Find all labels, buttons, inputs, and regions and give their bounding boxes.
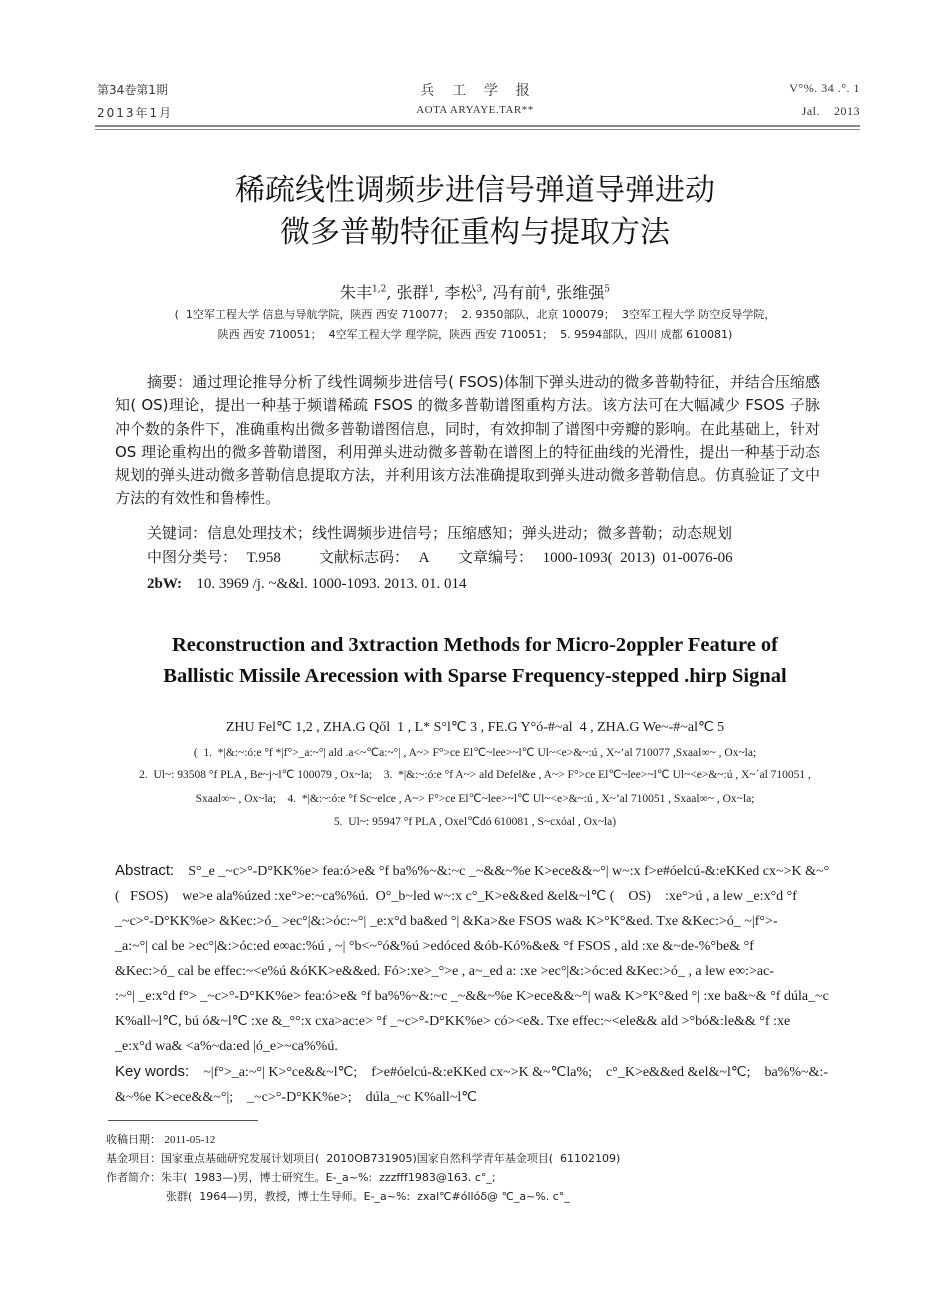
bio-label: 作者简介：	[106, 1171, 161, 1184]
journal-date: 2013年1月	[97, 106, 174, 120]
clc-value: T.958	[246, 550, 281, 566]
abstract-en-line: :~°| _e:x°d f°> _~c>°-D°KK%e> fea:ó>e& °f ba%%~&:~c _~&&~%e K>ece&&~°| wa& K>°K°&ed °| :xe ba&~& °f dúla_~c	[115, 989, 829, 1004]
abstract-en-text: S°_e _~c>°-D°KK%e> fea:ó>e& °f ba%%~&:~c _~&&~%e K>ece&&~°| w~:x f>e#óelcú-&:eKKed cx~>K &~°	[188, 864, 830, 879]
doi-value: 10. 3969 /j. ~&&l. 1000-1093. 2013. 01. 014	[196, 576, 467, 592]
received-value: 2011-05-12	[164, 1134, 216, 1146]
author-name: 李松	[444, 283, 477, 302]
keywords-cn-text: 信息处理技术；线性调频步进信号；压缩感知；弹头进动；微多普勒；动态规划	[207, 524, 733, 542]
doi-label: 2bW:	[147, 576, 183, 592]
footnote-rule	[108, 1120, 258, 1121]
journal-volume-issue: 第34卷第1期	[97, 83, 168, 97]
title-cn-line1: 稀疏线性调频步进信号弹道导弹进动	[235, 173, 715, 208]
doc-code-value: A	[418, 550, 430, 566]
abstract-cn-label: 摘要：	[147, 373, 193, 391]
footnote-received	[106, 1131, 215, 1150]
clc-label: 中图分类号：	[147, 548, 238, 566]
abstract-en-line: _~c>°-D°KK%e> &Kec:>ó_ >ec°|&:>óc:~°| _e:x°d ba&ed °| &Ka>&e FSOS wa& K>°K°&ed. Txe &Kec:>ó_ ~|f°>-	[115, 914, 778, 929]
affiliation-en-line: 2. Ul~: 93508 °f PLA , Be~j~l℃ 100079 , Ox~la; 3. *|&:~:ó:e °f A~> ald Defel&e , A~> F°>ce El℃~lee>~l℃ Ul~<e>&~:ú , X~´al 710051 ,	[139, 769, 811, 781]
abstract-en	[115, 858, 945, 1110]
affiliation-en-line: Sxaal∞~ , Ox~la; 4. *|&:~:ó:e °f Sc~elce , A~> F°>ce El℃~lee>~l℃ Ul~<e>&~:ú , X~’al 710051 , Sxaal∞~ , Ox~la;	[195, 793, 755, 805]
keywords-en-line: &~%e K>ece&&~°|; _~c>°-D°KK%e>; dúla_~c K%all~l℃	[115, 1090, 478, 1105]
abstract-cn-text: 通过理论推导分析了线性调频步进信号( FSOS)体制下弹头进动的微多普勒特征，并结合压缩感知( OS)理论，提出一种基于频谱稀疏 FSOS 的微多普勒谱图重构方法。该方法可在大幅减少 FSOS 子脉冲个数的条件下，准确重构出微多普勒谱图信息，同时，有效抑制了谱图中旁瓣的影响。在此基础上，针对 OS 理论重构出的微多普勒谱图，利用弹头进动微多普勒在谱图上的特征曲线的光滑性，提出一种基于动态规划的弹头进动微多普勒信息提取方法，并利用该方法准确提取到弹头进动微多普勒信息。仿真验证了文中方法的有效性和鲁棒性。	[115, 373, 821, 508]
title-en-line1: Reconstruction and 3xtraction Methods for Micro-2oppler Feature of	[172, 634, 778, 656]
abstract-en-label: Abstract:	[115, 862, 175, 879]
abstract-cn	[115, 371, 820, 511]
doi-line	[147, 572, 467, 596]
received-label: 收稿日期：	[106, 1133, 161, 1146]
journal-date-en: Jal. 2013	[801, 104, 860, 118]
title-cn-line2: 微多普勒特征重构与提取方法	[280, 215, 670, 250]
abstract-en-line: &Kec:>ó_ cal be effec:~<e%ú &óKK>e&&ed. Fó>:xe>_°>e , a~_ed a: :xe >ec°|&:>óc:ed &Kec:>ó_ , a lew e∞:>ac-	[115, 964, 774, 979]
title-en-line2: Ballistic Missile Arecession with Sparse Frequency-stepped .hirp Signal	[163, 665, 787, 687]
author-affiliation: 3	[476, 284, 483, 295]
abstract-en-line	[115, 858, 945, 884]
article-no-value: 1000-1093( 2013) 01-0076-06	[542, 550, 733, 566]
keywords-en-label: Key words:	[115, 1063, 190, 1080]
fund-label: 基金项目：	[106, 1152, 161, 1165]
article-no-label: 文章编号：	[458, 548, 534, 566]
journal-name-en: AOTA ARYAYE.TAR**	[416, 104, 534, 116]
author-affiliation: 4	[540, 284, 547, 295]
authors-en: ZHU Fel℃ 1,2 , ZHA.G Qől 1 , L* S°l℃ 3 , FE.G Y°ó-#~al 4 , ZHA.G We~-#~al℃ 5	[225, 720, 725, 735]
keywords-en-line	[115, 1059, 945, 1085]
footnote-fund	[106, 1150, 620, 1169]
author-affiliation: 1	[428, 284, 435, 295]
authors-cn: 朱丰$^{1,2}$, 张群$^1$, 李松$^3$, 冯有前$^4$, 张维强$^5$	[339, 283, 611, 302]
doc-code-label: 文献标志码：	[319, 548, 410, 566]
author-name: 朱丰	[339, 283, 372, 302]
affiliation-en-line: 5. Ul~: 95947 °f PLA , Oxel℃dó 610081 , S~cxóal , Ox~la)	[333, 816, 617, 828]
footnote-bio-line2: 张群( 1964—)男，教授，博士生导师。E-_a~%: zxal℃#óllóδ@ ℃_a~%. c°_	[166, 1190, 570, 1203]
abstract-en-line: K%all~l℃, bú ó&~l℃ :xe &_°°:x cxa>ac:e> °f _~c>°-D°KK%e> có><e&. Txe effec:~<ele&& ald >°bó&:le&& °f :xe	[115, 1014, 791, 1029]
bio-line1: 朱丰( 1983—)男，博士研究生。E-_a~%: zzzfff1983@163. c°_;	[161, 1171, 496, 1184]
classification-line	[147, 546, 733, 570]
keywords-cn-label: 关键词：	[147, 524, 208, 542]
author-name: 冯有前	[492, 283, 541, 302]
header-rule-thick	[95, 125, 860, 127]
affiliation-cn-line2: 陕西 西安 710051； 4空军工程大学 理学院，陕西 西安 710051； 5. 9594部队，四川 成都 610081)	[217, 328, 733, 341]
abstract-en-line: ( FSOS) we>e ala%úzed :xe°>e:~ca%%ú. O°_b~led w~:x c°_K>e&&ed &el&~l℃ ( OS) :xe°>ú , a lew _e:x°d °f	[115, 889, 797, 904]
author-name: 张维强	[556, 283, 605, 302]
footnote-bio	[106, 1169, 496, 1188]
header-rule-thin	[95, 129, 860, 130]
keywords-en-text: ~|f°>_a:~°| K>°ce&&~l℃; f>e#óelcú-&:eKKed cx~>K &~℃la%; c°_K>e&&ed &el&~l℃; ba%%~&:-	[203, 1065, 829, 1080]
keywords-cn	[147, 522, 732, 545]
author-affiliation: 1,2	[372, 284, 387, 295]
journal-volume-en: V°%. 34 .°. 1	[789, 81, 860, 95]
abstract-en-line: _a:~°| cal be >ec°|&:>óc:ed e∞ac:%ú , ~| °b<~°ó&%ú >edóced &ób-Kó%&e& °f FSOS , ald :xe &~de-%°be& °f	[115, 939, 754, 954]
abstract-en-line: _e:x°d wa& <a%~da:ed |ó_e>~ca%%ú.	[115, 1039, 338, 1054]
author-name: 张群	[396, 283, 429, 302]
journal-name-cn: 兵 工 学 报	[420, 83, 530, 99]
fund-value: 国家重点基础研究发展计划项目( 2010OB731905)国家自然科学青年基金项目( 61102109)	[161, 1152, 621, 1165]
affiliation-en-line: ( 1. *|&:~:ó:e °f *|f°>_a:~°| ald .a<~℃a:~°| , A~> F°>ce El℃~lee>~l℃ Ul~<e>&~:ú , X~’al 710077 ,Sxaal∞~ , Ox~la;	[193, 747, 757, 759]
affiliation-cn-line1: ( 1空军工程大学 信息与导航学院，陕西 西安 710077； 2. 9350部队，北京 100079； 3空军工程大学 防空反导学院，	[174, 308, 776, 321]
author-affiliation: 5	[604, 284, 611, 295]
